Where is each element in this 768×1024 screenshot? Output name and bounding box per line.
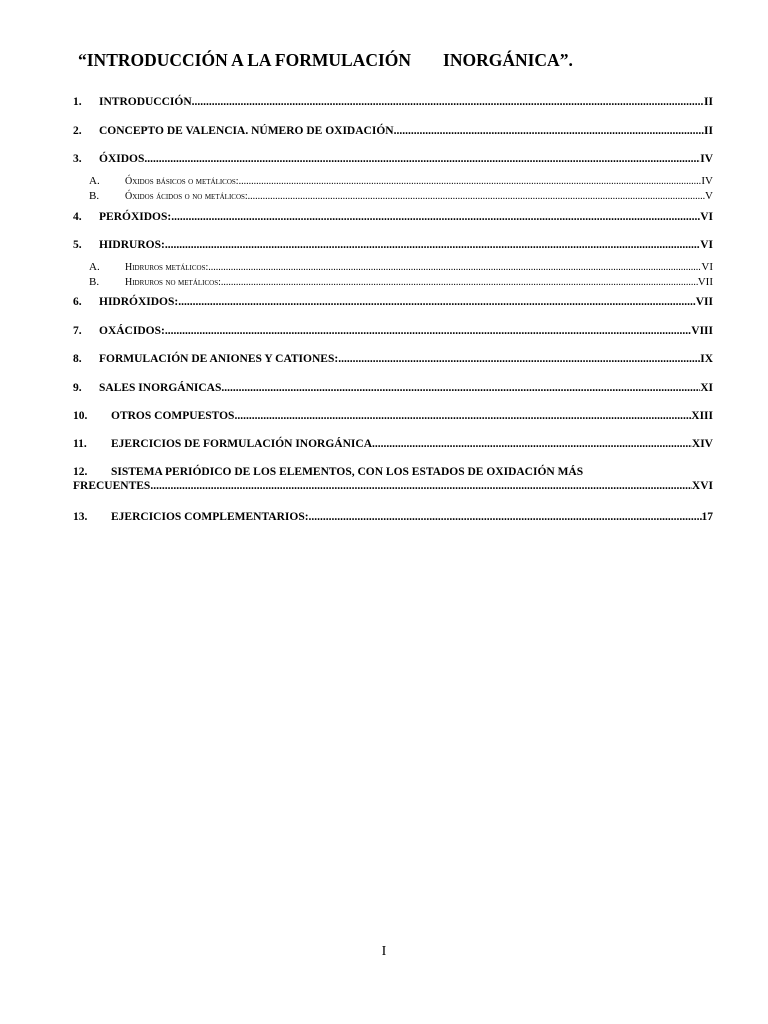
toc-leader	[165, 239, 700, 251]
toc-label-continued: FRECUENTES.	[73, 480, 154, 492]
toc-number: 13.	[73, 511, 88, 523]
toc-number: 7.	[73, 325, 82, 337]
toc-label: Hidruros metálicos:	[125, 262, 209, 273]
toc-entry-12-line2	[73, 480, 713, 492]
toc-leader	[178, 296, 696, 308]
toc-number: B.	[89, 276, 100, 288]
title-part-1: “INTRODUCCIÓN A LA FORMULACIÓN	[78, 50, 412, 70]
toc-label: EJERCICIOS COMPLEMENTARIOS:	[111, 511, 309, 523]
toc-label: Óxidos básicos o metálicos:	[125, 176, 239, 187]
toc-entry-10[interactable]	[73, 410, 713, 422]
toc-entry-7[interactable]	[73, 325, 713, 337]
toc-number: 10.	[73, 410, 88, 422]
toc-entry-12[interactable]	[73, 466, 713, 492]
toc-entry-2[interactable]	[73, 125, 713, 137]
toc-label: OTROS COMPUESTOS.	[111, 410, 238, 422]
toc-number: 4.	[73, 211, 82, 223]
toc-page: II	[704, 96, 713, 108]
toc-label: Óxidos ácidos o no metálicos:	[125, 191, 248, 202]
toc-label: HIDRUROS:	[99, 239, 165, 251]
toc-entry-12-line1	[73, 466, 713, 478]
toc-number: B.	[89, 190, 100, 202]
toc-entry-4[interactable]	[73, 211, 713, 223]
document-title	[78, 50, 718, 71]
toc-leader	[195, 96, 705, 108]
toc-page: VIII	[691, 325, 713, 337]
toc-leader	[153, 480, 692, 492]
toc-subentry-3b[interactable]	[73, 190, 713, 202]
toc-number: 5.	[73, 239, 82, 251]
toc-page: IV	[701, 175, 713, 187]
toc-leader	[147, 153, 700, 165]
toc-entry-11[interactable]	[73, 438, 713, 450]
toc-label: FORMULACIÓN DE ANIONES Y CATIONES:	[99, 353, 339, 365]
toc-leader	[221, 277, 698, 288]
toc-page: XI	[700, 382, 713, 394]
toc-label: Hidruros no metálicos:	[125, 277, 221, 288]
toc-leader	[208, 262, 701, 273]
toc-leader	[309, 511, 702, 523]
toc-subentry-5a[interactable]	[73, 261, 713, 273]
toc-number: A.	[89, 261, 100, 273]
toc-leader	[338, 353, 700, 365]
toc-entry-6[interactable]	[73, 296, 713, 308]
toc-page: V	[705, 190, 713, 202]
toc-number: A.	[89, 175, 100, 187]
toc-page: VI	[700, 239, 713, 251]
toc-number: 12.	[73, 466, 88, 478]
toc-label: SISTEMA PERIÓDICO DE LOS ELEMENTOS, CON LOS ESTADOS DE OXIDACIÓN MÁS	[111, 466, 584, 478]
toc-label: CONCEPTO DE VALENCIA. NÚMERO DE OXIDACIÓN	[99, 125, 394, 137]
toc-leader	[375, 438, 692, 450]
toc-label: PERÓXIDOS:	[99, 211, 172, 223]
toc-leader	[224, 382, 700, 394]
toc-number: 6.	[73, 296, 82, 308]
toc-page: IX	[700, 353, 713, 365]
toc-page: II	[704, 125, 713, 137]
toc-page: VII	[695, 296, 713, 308]
toc-page: XVI	[691, 480, 713, 492]
toc-page: VI	[701, 261, 713, 273]
page-number: I	[381, 944, 387, 959]
toc-label: OXÁCIDOS:	[99, 325, 165, 337]
toc-number: 1.	[73, 96, 82, 108]
toc-page: XIV	[691, 438, 713, 450]
toc-number: 9.	[73, 382, 82, 394]
toc-leader	[171, 211, 700, 223]
toc-entry-13[interactable]	[73, 511, 713, 523]
toc-page: XIII	[691, 410, 713, 422]
toc-label: INTRODUCCIÓN.	[99, 96, 195, 108]
toc-page: 17	[701, 511, 713, 523]
toc-page: VII	[697, 276, 713, 288]
toc-page: IV	[700, 153, 713, 165]
toc-entry-1[interactable]	[73, 96, 713, 108]
toc-number: 2.	[73, 125, 82, 137]
toc-leader	[248, 191, 705, 202]
toc-leader	[394, 125, 704, 137]
toc-number: 3.	[73, 153, 82, 165]
toc-label: ÓXIDOS.	[99, 153, 148, 165]
title-part-2: INORGÁNICA”.	[443, 50, 573, 70]
toc-number: 11.	[73, 438, 87, 450]
toc-entry-5[interactable]	[73, 239, 713, 251]
toc-number: 8.	[73, 353, 82, 365]
toc-label: HIDRÓXIDOS:	[99, 296, 179, 308]
toc-subentry-3a[interactable]	[73, 175, 713, 187]
toc-leader	[165, 325, 691, 337]
toc-leader	[237, 410, 691, 422]
toc-page: VI	[700, 211, 713, 223]
toc-entry-9[interactable]	[73, 382, 713, 394]
toc-entry-8[interactable]	[73, 353, 713, 365]
toc-leader	[239, 176, 702, 187]
toc-subentry-5b[interactable]	[73, 276, 713, 288]
toc-label: EJERCICIOS DE FORMULACIÓN INORGÁNICA.	[111, 438, 375, 450]
toc-label: SALES INORGÁNICAS.	[99, 382, 225, 394]
toc-entry-3[interactable]	[73, 153, 713, 165]
